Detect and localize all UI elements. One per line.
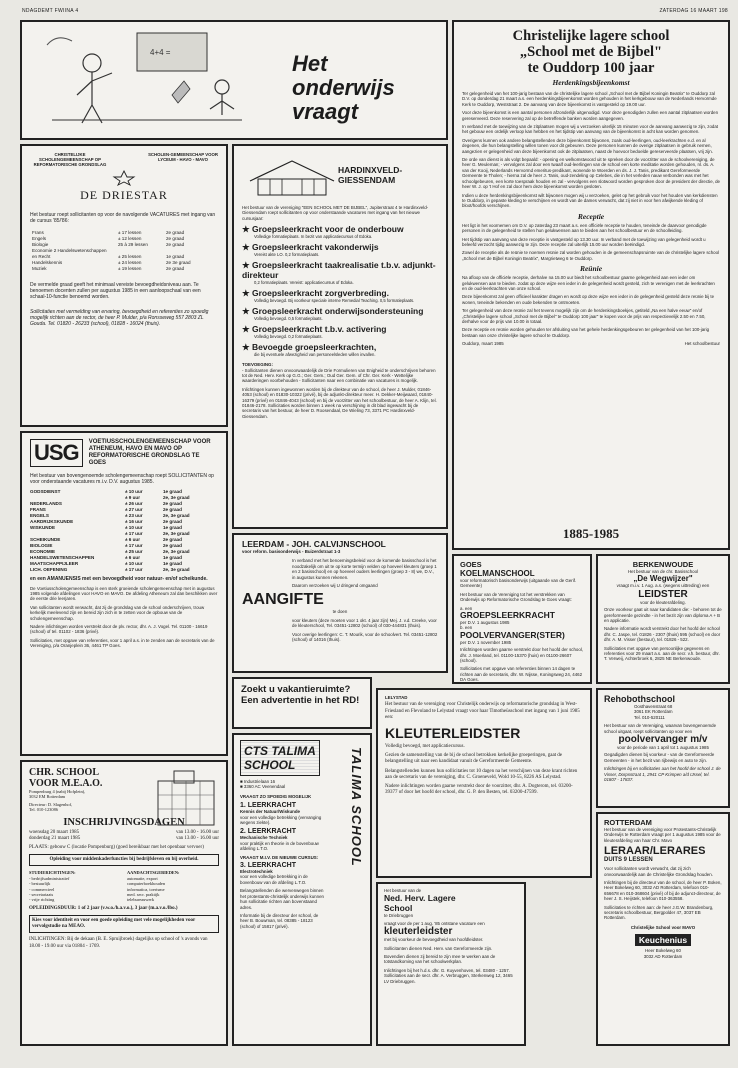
nedherv-vraagt: vraagt voor de per 1 aug. '85 ontstane vacature een bbox=[384, 920, 485, 926]
driestar-right-org: SCHOLEN-GEMEENSCHAP VOOR LYCEUM - HAVO - MAVO bbox=[148, 152, 218, 163]
koelman-title-1: GOES bbox=[460, 560, 482, 569]
meao-richtingen-title: STUDIERICHTINGEN: bbox=[29, 870, 76, 876]
article-p4: Overigens kunnen ook andere belangstellenden deze bijeenkomst bijwonen, zoals oud-leerlingen, oud-leerkrachten e.d. en al degenen, die hun belangstelling willen tonen voor dit gebeuren. Deze personen kunnen de overige zitplaatsen in gebruik nemen, aangezien er gelegenheid van deze bijeenkomst ook de zitplaatsen, naast de hoevoor bedoelde gereserveerde plaatsen, vrij zijn. bbox=[462, 137, 713, 154]
header-right: ZATERDAG 16 MAART 198 bbox=[659, 8, 728, 14]
berkenwoude-ad bbox=[596, 554, 730, 684]
article-p8: Het tijdstip van aanvang van deze receptie is vastgesteld op 13.30 uur. In verband met de toewijzing van gelegenheid wordt u beleefd verzocht tijdig aanwezig te zijn. Deze receptie zal uiterlijk 15.00 uur worden beëindigd. bbox=[462, 236, 706, 247]
talima-ad bbox=[232, 733, 372, 1046]
table-row: Engels ± 12 lessen 2e graad bbox=[32, 236, 185, 242]
article-p12: Ter gelegenheid van deze reünie zal het tevens mogelijk zijn om de herdenkingsboekjes, getiteld „Na een halve eeuw" en/of „Christelijke lagere school „School met de Bijbel" te Ouddorp 100 jaar" te kopen voor de prijs van respectievelijk 2.50 en 7.50, derhalve voor de prijs van 10.00 in totaal. bbox=[462, 308, 706, 324]
talima-job-1-text: voor een volledige betrekking (vervanging wegens ziekte). bbox=[240, 814, 322, 826]
rotterdam-p2: Inlichtingen bij de directeur van de school, de heer P. Boken, Heer Bokelweg 60, 3032 AD Rotterdam, telefoon 010-656678 en 010-368604 (privé) of bij de adjunct-directeur, de heer J. S. Heijstek, telefoon 010-363558. bbox=[604, 880, 722, 902]
talima-job-3: 3. LEERKRACHT bbox=[240, 862, 297, 870]
hardinxveld-outro: Inlichtingen kunnen ingewonnen worden bij de direkteur van de school, de heer J. Mulder, 01846-4053 (school) en 01830-10322 (privé), bij de adjunkt-direkteur meer. H. Dekker-Meijwaard, 01840-16379 (privé) en 01846-4043 (school) en bij de voorzitter van het schoolbestuur, de heer A. Klijn, tel. 01846-2178. Sollicitaties worden binnen 1 week na verschijning in dit blad ingewacht bij de secretaris van het bestuur, de heer D. Roosendaal, De Wieling 73, 3371 PC Hardinxveld-Giessendam. bbox=[242, 386, 437, 419]
star-icon: ★ bbox=[242, 224, 252, 235]
talima-job-3-text: voor een volledige betrekking in de bovenbouw van de afdeling L.T.O. bbox=[240, 874, 308, 885]
hardinxveld-ad bbox=[232, 144, 448, 529]
leerdam-p3: voor kleuters (deze moeten voor 1 okt. 4 jaar zijn) Mej. J. v.d. Creeke, voor de kleuterschool, Tel. 03451-12802 (school) of 030-444831 (thuis). bbox=[292, 617, 437, 629]
classroom-illustration bbox=[32, 25, 262, 137]
article-p13: Deze receptie en reünie worden gehouden ter afsluiting van het gehele herdenkingsgebeuren ter gelegenheid van het 100-jarig bestaan van onze christelijke lagere school te Ouddorp. bbox=[462, 327, 710, 338]
article-p10: Na afloop van de officiële receptie, derhalve na 15.00 uur biedt het schoolbestuur gaarne gelegenheid aan een ieder om gelukwensen aan te bieden. zodat op deze wijze een ieder in de gelegenheid wordt gesteld, zich te verenigen met de leerkrachten en de oud-leerkrachten van onze school. bbox=[462, 275, 715, 291]
rehoboth-addr2: 3061 EK Rotterdam bbox=[634, 709, 673, 715]
rehoboth-title: Rehobothschool bbox=[604, 694, 675, 704]
talima-addr2: ■ 3360 AC Veenendaal bbox=[240, 784, 286, 790]
lelystad-ad bbox=[376, 688, 592, 878]
usg-amanuensis: en een AMANUENSIS met een bevoegdheid voor natuur- en/of scheikunde. bbox=[30, 576, 208, 583]
school-building-illustration bbox=[150, 767, 220, 829]
usg-intro: Het bestuur van bovengenoemde scholengemeenschap roept SOLLICITANTEN op voor onderstaande vacatures m.i.v. D.V. augustus 1985. bbox=[30, 473, 214, 486]
lelystad-title: LELYSTAD bbox=[385, 695, 408, 700]
table-row: MAATSCHAPPIJLEER ± 10 uur 1e graad bbox=[30, 561, 182, 567]
toevoeging-text: - Sollicitanten dienen onvoorwaardelijk de Drie Formulieren van Enigheid te onderschrijven behoren tot de Ned. Herv. Kerk op G.G.; Ger. Gem.; Oud Ger. Gem. of Chr. Ger. Kerk - Wettelijke waarderingen voorbehouden - Sollicitanten naar een combinatie van vacatures is mogelijk. bbox=[242, 367, 436, 384]
table-row: Muziek ± 19 lessen 2e graad bbox=[32, 266, 185, 272]
keuchenius-logo-name: Keuchenius bbox=[635, 934, 691, 946]
table-row: GODSDIENST ± 10 uur 1e graad bbox=[30, 489, 182, 495]
onderwijs-title: Het onderwijs vraagt bbox=[292, 51, 395, 124]
rehoboth-p2: Inlichtingen bij en sollicitaties aan het hoofd der school J. de Visser, Dorpsstraat 1, 2941 CP Krimpen a/d IJssel, tel. 01807 - 17837. bbox=[604, 766, 721, 783]
table-row: Biologie 25 à 29 lessen 2e graad bbox=[32, 242, 185, 248]
onderwijs-banner bbox=[20, 20, 448, 140]
usg-p2: Van sollicitanten wordt verwacht, dat zij de grondslag van de school onderschrijven, trouw kerkelijk meelevend zijn en bereid zijn zich in te zetten voor de opbouw van de scholengemeenschap. bbox=[30, 604, 205, 621]
driestar-logo-text: DE DRIESTAR bbox=[80, 187, 168, 202]
table-row: NEDERLANDS ± 26 uur 2e graad bbox=[30, 501, 182, 507]
talima-job-1-sub: Kennis der Natuur/Wiskunde bbox=[240, 809, 300, 815]
berkenwoude-name: „De Wegwijzer" bbox=[633, 574, 693, 584]
koelman-job-2: POOLVERVANGER(STER) bbox=[460, 629, 565, 640]
keuchenius-logo-addr2: 3032 AD Rotterdam bbox=[643, 953, 683, 959]
star-icon: ★ bbox=[242, 288, 252, 299]
list-item: - vrije richting bbox=[29, 897, 55, 903]
list-item: - bedrijfsadministratief bbox=[29, 875, 70, 881]
nedherv-intro: Het bestuur van de bbox=[384, 888, 422, 893]
hardinxveld-item: ★ Groepsleerkracht t.b.v. activering Volledig bevoegd. 0,2 formatieplaats. bbox=[242, 324, 387, 340]
leerdam-te-doen: te doen bbox=[332, 609, 348, 615]
nedherv-job-sub: met bij voorkeur de bevoegdheid van hoofdleidster. bbox=[384, 937, 484, 943]
star-icon: ★ bbox=[242, 306, 252, 317]
nedherv-p2: Bovendien dienen zij bereid te zijn mee te werken aan de totstandkoming van het schoolwerkplan. bbox=[384, 954, 496, 965]
table-row: AARDRIJKSKUNDE ± 16 uur 2e graad bbox=[30, 519, 182, 525]
vakantie-ad bbox=[232, 677, 372, 729]
toevoeging-title: TOEVOEGING: bbox=[242, 362, 273, 368]
berkenwoude-p3: Sollicitaties met opgave van persoonlijke gegevens en referenties voor 29 maart a.s. aan de secr. v.h. bestuur, dhr. T. Verweij, Achterbroek 6, 2825 NE Berkenwoude. bbox=[604, 645, 720, 662]
rehoboth-intro: Het bestuur van de Vereniging, waarvan bovengenoemde school uitgaat, roept sollicitanten op voor een bbox=[604, 723, 717, 734]
talima-job-2-text: voor praktijk en theorie in de bovenbouw afdeling L.T.O. bbox=[240, 840, 319, 852]
lelystad-intro: Het bestuur van de vereniging voor Christelijk onderwijs op reformatorische grondslag in West-Friesland en Flevoland te Lelystad vraagt voor haar Timotheüsschool met ingang van 1 juni 1985 een: bbox=[385, 702, 580, 720]
leerdam-p4: Voor overige leerlingen: C. T. Mourik, voor de schoolvert. Tel. 03451-12802 (school) of 14016 (thuis). bbox=[292, 631, 438, 643]
meao-ad bbox=[20, 760, 228, 1046]
table-row: WISKUNDE ± 10 uur 1e graad bbox=[30, 525, 182, 531]
meao-title-1: CHR. SCHOOL bbox=[29, 767, 100, 778]
koelman-job-1: GROEPSLEERKRACHT bbox=[460, 610, 555, 621]
leerdam-title: LEERDAM - JOH. CALVIJNSCHOOL bbox=[242, 539, 386, 549]
talima-p2: Informatie bij de directeur der school, de heer B. Bouwman, tel. 08385 - 18123 (school) of 15817 (privé). bbox=[240, 912, 319, 929]
talima-vraagt-2: VRAAGT M.I.V. DE NIEUWE CURSUS: bbox=[240, 854, 319, 860]
article-p11: Deze bijeenkomst zal geen officieel karakter dragen en wordt op deze wijze een ieder in de gelegenheid gesteld deze reünie bij te wonen, teneinde bekenden en oude bekenden te ontmoeten. bbox=[462, 294, 715, 305]
keuchenius-logo bbox=[604, 925, 722, 959]
table-row: BIOLOGIE ± 17 uur 2e graad bbox=[30, 543, 182, 549]
driestar-intro: Het bestuur roept sollicitanten op voor de navolgende VACATURES met ingang van de cursus '85/'86: bbox=[30, 211, 216, 224]
rotterdam-job: LERAAR/LERARES bbox=[604, 845, 706, 858]
meao-addr1: Pompenburg 4 (nabij Hofplein), bbox=[29, 789, 86, 794]
article-p6: Indien u deze herdenkingsbijeenkomst wilt bijwonen mogen wij u verzoeken, gelet op het gebruik voor het houden van kerkdiensten te Ouddorp, in gepaste kleding te verschijnen en wordt van de dames verwacht, dat zij niet in voor hen afwijkende kleding of bloot/hoofds verschijnen. bbox=[462, 192, 718, 209]
table-row: FRANS ± 27 uur 2e graad bbox=[30, 507, 182, 513]
page-header bbox=[20, 6, 730, 18]
leerdam-subtitle: voor reform. basisonderwijs - Buizerdstraat 1-3 bbox=[242, 549, 341, 554]
article-signature: Ouddorp, maart 1985 Het schoolbestuur bbox=[462, 341, 720, 347]
koelman-p1: Inlichtingen worden gaarne verstrekt door het hoofd der school, dhr. J. Moerland, tel. 01100-15370 (huis) en 01100-26607 (school). bbox=[460, 647, 584, 664]
article-years: 1885-1985 bbox=[562, 526, 620, 541]
square-bullet-icon: ■ bbox=[240, 779, 244, 784]
lelystad-p2: Gezien de samenstelling van de bij de school betrokken kerkelijke groeperingen, gaat de belangstelling uit naar een kandidaat vanuit de Gereformeerde Gemeente. bbox=[385, 753, 563, 765]
usg-logo: USG bbox=[30, 439, 83, 467]
nedherv-loc: te Driebruggen bbox=[384, 913, 414, 919]
table-row: ENGELS ± 23 uur 2e, 3e graad bbox=[30, 513, 190, 519]
talima-job-2-sub: Mechanische Techniek bbox=[240, 835, 288, 841]
usg-title: VOETIUSSCHOLENGEMEENSCHAP VOOR ATHENEUM, HAVO EN MAVO OP REFORMATORISCHE GRONDSLAG TE GOES bbox=[88, 439, 211, 466]
reunie-heading: Reünie bbox=[579, 264, 603, 274]
article-title-3: te Ouddorp 100 jaar bbox=[527, 60, 655, 76]
talima-p1: Belangstellenden die wervenwegen binnen het protestants-christelijk onderwijs kunnen hun sollicitatie richten aan bovenstaand adres. bbox=[240, 888, 324, 910]
koelman-job-2-sub: per D.V. 1 november 1985 bbox=[460, 639, 512, 645]
meao-date-row-1: woensdag 20 maart 1985 van 13.00 - 16.00 uur bbox=[29, 829, 219, 835]
lelystad-p3: Belangstellenden kunnen hun sollicitaties tot 10 dagen na het verschijnen van deze krant richten aan de secretaris van de vereniging, dhr. C. Groeneveld, Wold 10-55, 8226 AS Lelystad. bbox=[385, 768, 578, 780]
leerdam-p1: In verband met het benoemingsbeleid voor de komende basisschool is het noodzakelijk om uit te op korte termijn velden op hoeveel kleuters (groep 1 en 2 basisschool) en op hoeveel ouders leerlingen (groep 3 - 8) we, D.V., in augustus kunnen rekenen. bbox=[292, 558, 437, 580]
receptie-heading: Receptie bbox=[577, 211, 605, 221]
list-item: med. secr. praktijk bbox=[127, 892, 160, 898]
rehoboth-job: poolvervanger m/v bbox=[618, 734, 708, 746]
berkenwoude-p2: Nadere informatie wordt verstrekt door het hoofd der school dhr. C. Jaspe, tel. 01826 - 2307 (thuis) 595 (school) en door dhr. A. M. Visser (bestuur), tel. 01826 - 522. bbox=[604, 626, 721, 643]
article-p5: De orde van dienst is als volgt bepaald: - opening en welkomstwoord uit te spreken door de voorzitter van de schoolvereniging, de heer G. Meuleman; - vervolgens zal door een twaalf oud-leerlingen van de school een korte meditatie worden gehouden, nl. ds. A. van der Kooij, Nederlands Hervormd emeritus-predikant, wonende te Woerden en ds. J. J. Tanis, predikant Gereformeerde Gemeente te Tholen; - hierna zal de heer J. Tanis, oud-zendeling op Celebes, die in het verleden nauw verbonden was met het schoolgebeuren, een korte toespraak houden en zal - vervolgens een slotwoord worden gesproken door de president der directie, de heer W. J. op 't Hof en zal door hem deze bijeenkomst worden gesloten. bbox=[462, 157, 720, 190]
article-p1: Ter gelegenheid van het 100-jarig bestaan van de christelijke lagere school „School met de Bijbel Koningin Beatrix" te Ouddorp zal D.V. op donderdag 21 maart a.s. een herdenkingsbijeenkomst worden gehouden in het kerkgebouw van de Nederlands Hervormde Kerk te Ouddorp, Weststraat 2. De aanvang van deze bijeenkomst is vastgesteld op 19.00 uur. bbox=[462, 91, 717, 107]
usg-ad bbox=[20, 431, 228, 756]
meao-inlichtingen: INLICHTINGEN: Bij de dekaan (B. E. Spruijbroek) dagelijks op school of 's avonds van 18.00 - 19.00 uur via 01804 - 1769. bbox=[29, 937, 208, 949]
driestar-p2: Sollicitaties met vermelding van ervaring, bevoegdheid en referenties zo spoedig mogelijk richten aan de rector, de heer P. Mulder, p/a Ronsseweg 557 2803 ZL Gouda. Tel. 01820 - 26233 (school), 01828 - 16024 (thuis). bbox=[30, 308, 209, 328]
list-item: computerboekhouden bbox=[127, 881, 166, 887]
list-item: automatie, export bbox=[127, 875, 158, 881]
lelystad-p1: Volledig bevoegd, met applicatiecursus. bbox=[385, 744, 465, 750]
nedherv-title-1: Ned. Herv. Lagere bbox=[384, 893, 456, 904]
table-row: LICH. OEFENING ± 17 uur 2e, 3e graad bbox=[30, 567, 190, 573]
list-item: - secretariaats bbox=[29, 892, 54, 898]
article-subtitle: Herdenkingsbijeenkomst bbox=[552, 78, 630, 87]
article-p2: Voor deze bijeenkomst is een aantal personen afzonderlijk uitgenodigd. Voor deze genodigden zullen een aantal zitplaatsen worden gereserveerd. Deze reservering zal op de betreffende banken worden aangegeven. bbox=[462, 110, 719, 121]
driestar-logo bbox=[30, 170, 218, 204]
article-p3: In verband met de toewijzing van de zitplaatsen mogen wij u verzoeken uiterlijk 15 minuten voor de aanvang aanwezig te zijn, zodat het gebouw een ordelijk verloop kan hebben en het tijdstip van aanvang van de bijeenkomst in acht kan worden genomen. bbox=[462, 124, 719, 135]
table-row: SCHEIKUNDE ± 6 uur 2e graad bbox=[30, 537, 182, 543]
nedherv-p3: Inlichtingen bij het h.d.s. dhr. G. Kuyvenhoven, tel. 03480 - 1257. Sollicitaties aan de secr. dhr. A. Verbruggen, Sterkenweg 12, 3465 LV Driebruggen. bbox=[384, 967, 513, 984]
koelman-title-2: KOELMANSCHOOL bbox=[460, 569, 535, 578]
star-icon: ★ bbox=[242, 242, 252, 253]
leerdam-p2: Daarom verzoeken wij U dringend omgaand bbox=[292, 583, 378, 589]
koelman-label-b: b. een bbox=[460, 625, 473, 631]
rehoboth-ad bbox=[596, 688, 730, 808]
meao-addr3: Directeur: D. Slagenhof, bbox=[29, 801, 73, 807]
koelman-subtitle: voor reformatorisch basisonderwijs (uitgaande van de Gerif. Gemeente) bbox=[460, 578, 577, 589]
meao-date-row-2: donderdag 21 maart 1985 van 13.00 - 16.00 uur bbox=[29, 835, 219, 841]
hardinxveld-item: ★ Groepsleerkracht onderwijsondersteuning Volledig bevoegd. 0,5 formatieplaats. bbox=[242, 306, 424, 322]
meao-addr2: 3032 EM Rotterdam bbox=[29, 794, 66, 800]
berkenwoude-job-sub: voor de kleuterafdeling. bbox=[640, 599, 686, 605]
keuchenius-logo-line1: Christelijke School voor MAVO bbox=[630, 924, 696, 930]
school-building-icon bbox=[246, 153, 336, 199]
driestar-ad bbox=[20, 144, 228, 427]
list-item: - bestuurlijk bbox=[29, 881, 51, 887]
header-left: NDAGDEMT FWIINA 4 bbox=[22, 8, 79, 14]
usg-p3: Nadere inlichtingen worden verstrekt door de plv. rector, dhr. A. J. Vogel. Tel. 01100 - 16619 (school) of tel. 01102 - 1836 (privé). bbox=[30, 624, 208, 635]
meao-duur: OPLEIDINGSDUUR: 1 of 2 jaar (v.w.o./h.a.v.o.), 3 jaar (m.a.v.o./lbo.) bbox=[29, 905, 178, 911]
article-p7: Het ligt in het voornemen om D.V. op zaterdag 23 maart a.s. een officiële receptie te houden, teneinde de daarvoor genodigde personen in de gelegenheid te stellen hun gelukwensen aan te bieden aan het schoolbestuur en de schoolleiding. bbox=[462, 222, 707, 234]
hardinxveld-item: ★ Groepsleerkracht voor de onderbouw Volledige formatieplaats. In bezit van applicatiecursus of Edoka. bbox=[242, 224, 404, 240]
berkenwoude-job: LEIDSTER bbox=[638, 588, 688, 600]
usg-p1: De Voetiusscholengemeenschap is een sterk groeiende scholengemeenschap met in augustus 1985 volgende afdelingen voor HAVO en MAVO. De afdeling Atheneum zal dan beschikken over de eerste drie leerjaren. bbox=[30, 585, 218, 602]
lelystad-p4: Nadere inlichtingen worden gaarne verstrekt door de voorzitter, dhr. A. Dogterom, tel. 03200-39377 of door het hoofd der school, dhr. G. P. den Besten, tel. 03200-47599. bbox=[385, 784, 573, 796]
koelman-p2: Sollicitaties met opgave van referenties binnen 14 dagen te richten aan de secretaris, dhr. W. Nijsse, Koningsweg 24, 4462 DA Goes. bbox=[460, 666, 583, 683]
table-row: ± 9 uur 2e, 3e graad bbox=[125, 495, 190, 501]
talima-side-text: TALIMA SCHOOL bbox=[349, 747, 364, 867]
koelman-ad bbox=[452, 554, 592, 684]
berkenwoude-sub2: vraagt m.i.v. 1 Aug. a.s. (wegens uittreding) een bbox=[616, 583, 710, 589]
hardinxveld-item: ★ Groepsleerkracht taakrealisatie t.b.v. adjunkt-direkteur 0,2 formatieplaats. Vereist: applicatiecursus of Edoka. bbox=[242, 260, 436, 286]
list-item: telebureauwerk bbox=[127, 897, 155, 903]
usg-p4: Sollicitaties, met opgave van referenties, voor 1 april a.s. in te zenden aan de secretaris van de Vereniging, p/a Oranjeplein 36, 4461 TP Goes. bbox=[30, 637, 215, 649]
hardinxveld-item: ★ Groepsleerkracht vakonderwijs Vereist akte LO. 0,2 formatieplaats. bbox=[242, 242, 379, 258]
star-icon: ★ bbox=[242, 260, 252, 271]
meao-opleiding-note: Opleiding voor middenkaderfuncties bij bedrijfsleven en bij overheid. bbox=[29, 854, 219, 866]
talima-job-3-sub: Electrotechniek bbox=[240, 869, 273, 875]
talima-logo: CTS TALIMA SCHOOL bbox=[240, 740, 320, 776]
list-item: - commercieel bbox=[29, 886, 55, 892]
meao-vakken-title: AANDACHTSGEBIEDEN: bbox=[127, 870, 180, 876]
hardinxveld-logo bbox=[242, 151, 438, 201]
rotterdam-intro: Het bestuur van de vereniging voor Protestants-Christelijk Onderwijs te Rotterdam vraagt per 1 augustus 1985 voor de kleuterafdeling van haar Chr. Mavo bbox=[604, 827, 721, 843]
hardinxveld-item: ★ Bevoegde groepsleerkrachten, die bij eventuele afwezigheid van personeelsleden willen invallen. bbox=[242, 342, 377, 358]
usg-table bbox=[30, 489, 218, 573]
talima-vraagt: VRAAGT ZO SPOEDIG MOGELIJK bbox=[240, 793, 312, 799]
rotterdam-job-sub: DUITS 9 LESSEN bbox=[604, 857, 653, 864]
driestar-left-org: CHRISTELIJKE SCHOLENGEMEENSCHAP OP REFORMATORISCHE GRONDSLAG bbox=[33, 152, 107, 168]
star-logo-icon bbox=[111, 170, 137, 186]
table-row: Economie 2 Handelswetenschappen bbox=[32, 248, 107, 254]
table-row: ± 17 uur 2e, 3e graad bbox=[125, 531, 190, 537]
hardinxveld-item: ★ Groepsleerkracht zorgverbreding. Volledig bevoegd. Bij voorkeur speciale interne Remedial Teaching. 0,5 formatieplaats. bbox=[242, 288, 415, 304]
hardinxveld-intro: Het bestuur van de vereniging "EEN SCHOOL MET DE BIJBEL", Jupiterstraat 4 te Hardinxveld-Giessendam roept sollicitanten op voor onderstaande vacatures met ingang van het nieuwe cursusjaar: bbox=[242, 205, 429, 221]
article-title-1: Christelijke lagere school bbox=[512, 28, 670, 44]
rotterdam-p1: Voor sollicitanten wordt verwacht, dat zij zich onvoorwaardelijk aan de Christelijke Grondslag houden. bbox=[604, 866, 713, 877]
nedherv-ad bbox=[376, 882, 526, 1046]
article-title-2: „School met de Bijbel" bbox=[519, 44, 663, 60]
article-p9: Zowel de receptie als de reünie te noemen reünie zal worden gehouden in de gemeenschapsruimte van de christelijke lagere school „School met de Bijbel Koningin Beatrix", Margrietweg 6 te Ouddorp. bbox=[462, 250, 720, 261]
star-icon: ★ bbox=[242, 324, 252, 335]
table-row: Handelskennis ± 24 lessen 2e 3e graad bbox=[32, 260, 191, 266]
svg-text:4+4 =: 4+4 = bbox=[150, 48, 171, 57]
leerdam-ad bbox=[232, 533, 448, 673]
square-bullet-icon: ■ bbox=[240, 784, 244, 790]
keuchenius-logo-addr1: Heer Bokelweg 60 bbox=[645, 948, 681, 954]
rotterdam-ad bbox=[596, 812, 730, 1046]
berkenwoude-title: BERKENWOUDE bbox=[632, 560, 694, 569]
driestar-p1: De vermelde graad geeft het minimaal vereiste bevoegdheidsniveau aan. Te benoemen docenten zullen per augustus 1985 in een aanloopschaal van een schaal-10-functie benoemd worden. bbox=[30, 282, 201, 301]
star-icon: ★ bbox=[242, 342, 252, 353]
meao-title-2: VOOR M.E.A.O. bbox=[29, 778, 103, 789]
rehoboth-p1: Gegadigden dienen bij voorkeur - van de Gereformeerde Gemeenten - in het bezit van rijbewijs en auto te zijn. bbox=[604, 752, 715, 763]
meao-banner: INSCHRIJVINGSDAGEN bbox=[63, 816, 185, 828]
vakantie-title: Zoekt u vakantieruimte? Een advertentie in het RD! bbox=[241, 684, 360, 706]
newspaper-page bbox=[20, 6, 730, 1046]
meao-plaats: PLAATS: gebouw C (locatie Pompenburg) (goed bereikbaar met het openbaar vervoer) bbox=[29, 845, 204, 851]
nedherv-title-2: School bbox=[384, 903, 413, 914]
table-row: Frans ± 17 lessen 2e graad bbox=[32, 230, 185, 236]
koelman-label-a: a. een bbox=[460, 605, 473, 611]
rehoboth-job-sub: voor de periode van 1 april tot 1 augustus 1985 bbox=[617, 745, 709, 751]
berkenwoude-p1: Onze voorkeur gaat uit naar kandidaten die: - behoren tot de gereformeerde gezindte - in het bezit zijn van diploma A + B en applicatie. bbox=[604, 607, 722, 624]
rotterdam-p3: Sollicitaties te richten aan: de heer J.G.W. Brandenburg, secretaris schoolbestuur, Bergpolder 47, 3037 EB Rotterdam. bbox=[604, 904, 714, 921]
meao-kies: Kies voor identiteit en voor een goede opleiding met vele mogelijkheden voor vervolgstudie na MEAO. bbox=[29, 915, 219, 933]
berkenwoude-sub1: Het bestuur van de chr. Basisschool bbox=[627, 569, 699, 574]
nedherv-job: kleuterleidster bbox=[384, 926, 453, 938]
list-item: informatica, toerisme bbox=[127, 886, 165, 892]
rotterdam-title: ROTTERDAM bbox=[604, 818, 652, 827]
table-row: HANDELSWETENSCHAPPEN ± 6 uur 1e graad bbox=[30, 555, 182, 561]
driestar-table bbox=[32, 230, 218, 272]
leerdam-aangifte: AANGIFTE bbox=[242, 591, 324, 609]
christelijke-article bbox=[452, 20, 730, 550]
nedherv-p1: Sollicitanten dienen Ned. Herv. van Gereformeerde zijn. bbox=[384, 945, 493, 951]
lelystad-job: KLEUTERLEIDSTER bbox=[385, 725, 521, 742]
table-row: ECONOMIE ± 25 uur 2e, 3e graad bbox=[30, 549, 190, 555]
talima-job-2: 2. LEERKRACHT bbox=[240, 828, 297, 836]
rehoboth-addr1: Oosthavenstraat 68 bbox=[634, 704, 673, 709]
talima-job-1: 1. LEERKRACHT bbox=[240, 802, 297, 810]
koelman-intro: Het bestuur van de Vereniging tot het verstrekken van Onderwijs op Reformatorische Grondslag te Goes vraagt: bbox=[460, 591, 572, 603]
rehoboth-addr3: Tel. 010-520111 bbox=[634, 714, 665, 720]
hardinxveld-logo-text: HARDINXVELD-GIESSENDAM bbox=[338, 165, 403, 185]
talima-addr1: ■ Industrielaan 16 bbox=[240, 779, 276, 784]
table-row: en Recht ± 25 lessen 1e graad bbox=[32, 254, 185, 260]
meao-addr4: Tel. 010-123086 bbox=[29, 807, 58, 813]
koelman-job-1-sub: per D.V. 1 augustus 1985 bbox=[460, 620, 510, 626]
